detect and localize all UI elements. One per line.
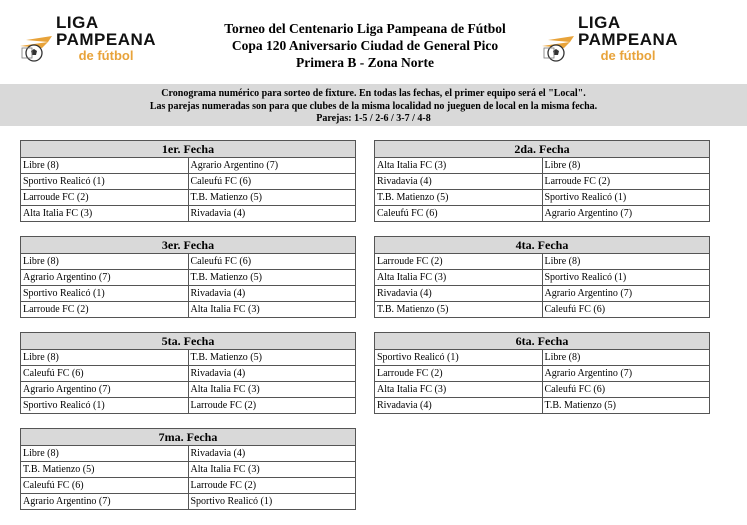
league-logo-left bbox=[18, 14, 188, 66]
fecha-table-1 bbox=[20, 140, 356, 222]
match-row bbox=[21, 366, 356, 382]
logo-word-liga: LIGA bbox=[56, 13, 99, 32]
away-team: Agrario Argentino (7) bbox=[542, 366, 710, 382]
fecha-table-7 bbox=[20, 428, 356, 510]
match-row bbox=[21, 462, 356, 478]
soccer-ball-icon bbox=[18, 34, 58, 62]
info-line-1: Cronograma numérico para sorteo de fixture. En todas las fechas, el primer equipo será el "Local". bbox=[161, 88, 586, 99]
away-team: Libre (8) bbox=[542, 254, 710, 270]
home-team: Alta Italia FC (3) bbox=[375, 382, 543, 398]
home-team: Sportivo Realicó (1) bbox=[375, 350, 543, 366]
home-team: Caleufú FC (6) bbox=[21, 478, 189, 494]
away-team: Rivadavia (4) bbox=[188, 286, 356, 302]
match-row bbox=[375, 382, 710, 398]
title-line-1: Torneo del Centenario Liga Pampeana de Fútbol bbox=[224, 21, 506, 36]
home-team: Caleufú FC (6) bbox=[21, 366, 189, 382]
fecha-table-2 bbox=[374, 140, 710, 222]
home-team: Sportivo Realicó (1) bbox=[21, 174, 189, 190]
fecha-table-5 bbox=[20, 332, 356, 414]
home-team: T.B. Matienzo (5) bbox=[21, 462, 189, 478]
match-row bbox=[375, 254, 710, 270]
logo-word-pampeana: PAMPEANA bbox=[578, 30, 679, 49]
match-row bbox=[375, 158, 710, 174]
home-team: Larroude FC (2) bbox=[375, 254, 543, 270]
home-team: Rivadavia (4) bbox=[375, 398, 543, 414]
home-team: Alta Italia FC (3) bbox=[375, 270, 543, 286]
away-team: Alta Italia FC (3) bbox=[188, 462, 356, 478]
tournament-title bbox=[200, 20, 530, 71]
away-team: Agrario Argentino (7) bbox=[542, 206, 710, 222]
match-row bbox=[21, 446, 356, 462]
away-team: T.B. Matienzo (5) bbox=[542, 398, 710, 414]
match-row bbox=[375, 302, 710, 318]
away-team: Caleufú FC (6) bbox=[542, 302, 710, 318]
away-team: Caleufú FC (6) bbox=[188, 254, 356, 270]
match-row bbox=[375, 398, 710, 414]
away-team: T.B. Matienzo (5) bbox=[188, 350, 356, 366]
home-team: Larroude FC (2) bbox=[21, 302, 189, 318]
match-row bbox=[375, 206, 710, 222]
home-team: T.B. Matienzo (5) bbox=[375, 302, 543, 318]
away-team: Agrario Argentino (7) bbox=[542, 286, 710, 302]
away-team: Alta Italia FC (3) bbox=[188, 382, 356, 398]
fecha-title: 7ma. Fecha bbox=[21, 429, 356, 446]
match-row bbox=[21, 174, 356, 190]
title-line-3: Primera B - Zona Norte bbox=[296, 55, 434, 70]
fixture-info-banner bbox=[0, 84, 747, 126]
home-team: Alta Italia FC (3) bbox=[375, 158, 543, 174]
match-row bbox=[21, 190, 356, 206]
soccer-ball-icon bbox=[540, 34, 580, 62]
fecha-title: 3er. Fecha bbox=[21, 237, 356, 254]
home-team: Alta Italia FC (3) bbox=[21, 206, 189, 222]
away-team: Larroude FC (2) bbox=[188, 478, 356, 494]
logo-word-futbol: de fútbol bbox=[78, 48, 134, 63]
away-team: Larroude FC (2) bbox=[188, 398, 356, 414]
fecha-table-4 bbox=[374, 236, 710, 318]
away-team: Libre (8) bbox=[542, 350, 710, 366]
fecha-title: 5ta. Fecha bbox=[21, 333, 356, 350]
fecha-title: 4ta. Fecha bbox=[375, 237, 710, 254]
fecha-title: 2da. Fecha bbox=[375, 141, 710, 158]
logo-word-pampeana: PAMPEANA bbox=[56, 30, 157, 49]
home-team: Agrario Argentino (7) bbox=[21, 382, 189, 398]
match-row bbox=[21, 494, 356, 510]
match-row bbox=[21, 398, 356, 414]
info-line-3: Parejas: 1-5 / 2-6 / 3-7 / 4-8 bbox=[316, 113, 431, 124]
home-team: Libre (8) bbox=[21, 254, 189, 270]
away-team: Rivadavia (4) bbox=[188, 206, 356, 222]
info-line-2: Las parejas numeradas son para que clubes de la misma localidad no jueguen de local en la misma fecha. bbox=[149, 100, 598, 112]
match-row bbox=[21, 382, 356, 398]
away-team: T.B. Matienzo (5) bbox=[188, 190, 356, 206]
fecha-title: 1er. Fecha bbox=[21, 141, 356, 158]
home-team: Agrario Argentino (7) bbox=[21, 270, 189, 286]
away-team: Sportivo Realicó (1) bbox=[188, 494, 356, 510]
home-team: Caleufú FC (6) bbox=[375, 206, 543, 222]
home-team: Rivadavia (4) bbox=[375, 174, 543, 190]
logo-word-futbol: de fútbol bbox=[600, 48, 656, 63]
title-line-2: Copa 120 Aniversario Ciudad de General Pico bbox=[231, 38, 499, 53]
match-row bbox=[375, 350, 710, 366]
home-team: Agrario Argentino (7) bbox=[21, 494, 189, 510]
away-team: T.B. Matienzo (5) bbox=[188, 270, 356, 286]
match-row bbox=[21, 206, 356, 222]
away-team: Larroude FC (2) bbox=[542, 174, 710, 190]
away-team: Rivadavia (4) bbox=[188, 446, 356, 462]
away-team: Alta Italia FC (3) bbox=[188, 302, 356, 318]
away-team: Caleufú FC (6) bbox=[542, 382, 710, 398]
match-row bbox=[21, 158, 356, 174]
away-team: Sportivo Realicó (1) bbox=[542, 190, 710, 206]
home-team: Libre (8) bbox=[21, 158, 189, 174]
league-logo-right bbox=[540, 14, 710, 66]
match-row bbox=[21, 350, 356, 366]
logo-word-liga: LIGA bbox=[578, 13, 621, 32]
match-row bbox=[21, 254, 356, 270]
away-team: Rivadavia (4) bbox=[188, 366, 356, 382]
match-row bbox=[375, 366, 710, 382]
away-team: Agrario Argentino (7) bbox=[188, 158, 356, 174]
home-team: Larroude FC (2) bbox=[21, 190, 189, 206]
home-team: Larroude FC (2) bbox=[375, 366, 543, 382]
away-team: Caleufú FC (6) bbox=[188, 174, 356, 190]
match-row bbox=[21, 286, 356, 302]
fecha-table-6 bbox=[374, 332, 710, 414]
fecha-title: 6ta. Fecha bbox=[375, 333, 710, 350]
match-row bbox=[375, 270, 710, 286]
match-row bbox=[375, 190, 710, 206]
home-team: Libre (8) bbox=[21, 446, 189, 462]
home-team: Libre (8) bbox=[21, 350, 189, 366]
match-row bbox=[375, 174, 710, 190]
home-team: T.B. Matienzo (5) bbox=[375, 190, 543, 206]
match-row bbox=[21, 270, 356, 286]
away-team: Libre (8) bbox=[542, 158, 710, 174]
match-row bbox=[21, 302, 356, 318]
match-row bbox=[375, 286, 710, 302]
away-team: Sportivo Realicó (1) bbox=[542, 270, 710, 286]
home-team: Rivadavia (4) bbox=[375, 286, 543, 302]
match-row bbox=[21, 478, 356, 494]
home-team: Sportivo Realicó (1) bbox=[21, 398, 189, 414]
home-team: Sportivo Realicó (1) bbox=[21, 286, 189, 302]
fecha-table-3 bbox=[20, 236, 356, 318]
